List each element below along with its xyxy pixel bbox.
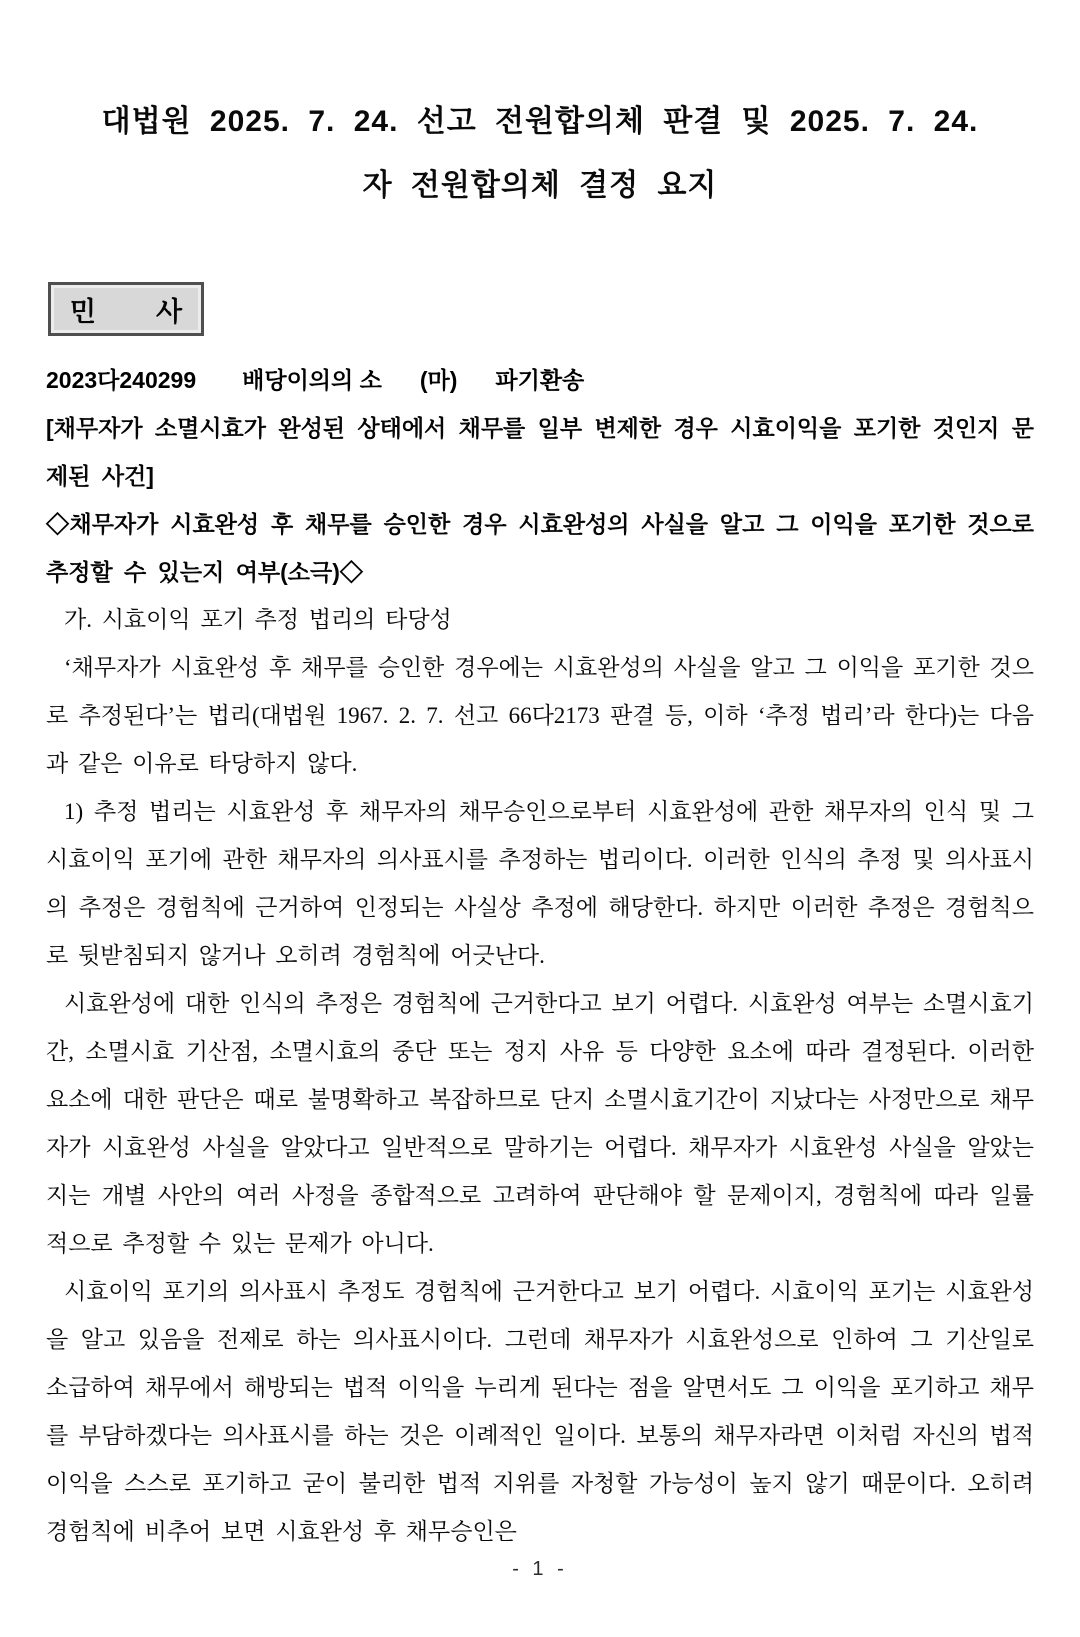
issue-statement: ◇채무자가 시효완성 후 채무를 승인한 경우 시효완성의 사실을 알고 그 이익을 포기한 것으로 추정할 수 있는지 여부(소극)◇ (46, 511, 1034, 585)
body-paragraph: 시효이익 포기의 의사표시 추정도 경험칙에 근거한다고 보기 어렵다. 시효이익 포기는 시효완성을 알고 있음을 전제로 하는 의사표시이다. 그런데 채무자가 시효완성으로 인하여 그 기산일로 소급하여 채무에서 해방되는 법적 이익을 누리게 된다는 점을 알면서도 그 이익을 포기하고 채무를 부담하겠다는 의사표시를 하는 것은 이례적인 일이다. 보통의 채무자라면 이처럼 자신의 법적 이익을 스스로 포기하고 굳이 불리한 법적 지위를 자청할 가능성이 높지 않기 때문이다. 오히려 경험칙에 비추어 보면 시효완성 후 채무승인은 (46, 1279, 1034, 1544)
case-number: 2023다240299 (46, 367, 197, 393)
page-number: - 1 - (512, 1558, 568, 1580)
case-panel: (마) (419, 367, 458, 393)
body-paragraph: 시효완성에 대한 인식의 추정은 경험칙에 근거한다고 보기 어렵다. 시효완성 여부는 소멸시효기간, 소멸시효 기산점, 소멸시효의 중단 또는 정지 사유 등 다양한 요소에 따라 결정된다. 이러한 요소에 대한 판단은 때로 불명확하고 복잡하므로 단지 소멸시효기간이 지났다는 사정만으로 채무자가 시효완성 사실을 알았다고 일반적으로 말하기는 어렵다. 채무자가 시효완성 사실을 알았는지는 개별 사안의 여러 사정을 종합적으로 고려하여 판단해야 할 문제이지, 경험칙에 따라 일률적으로 추정할 수 있는 문제가 아니다. (46, 991, 1034, 1256)
page-title-line1: 대법원 2025. 7. 24. 선고 전원합의체 판결 및 2025. 7. 24. (101, 105, 979, 138)
section-badge-civil (48, 282, 204, 336)
case-subject: [채무자가 소멸시효가 완성된 상태에서 채무를 일부 변제한 경우 시효이익을 포기한 것인지 문제된 사건] (46, 415, 1034, 489)
case-disposition: 파기환송 (495, 367, 585, 393)
decision-body (46, 596, 1034, 1556)
section-badge-label: 민 사 (69, 296, 183, 327)
body-paragraph-heading: 가. 시효이익 포기 추정 법리의 타당성 (64, 607, 452, 632)
page-title (46, 0, 1034, 218)
body-paragraph: ‘채무자가 시효완성 후 채무를 승인한 경우에는 시효완성의 사실을 알고 그 이익을 포기한 것으로 추정된다’는 법리(대법원 1967. 2. 7. 선고 66다2173 판결 등, 이하 ‘추정 법리’라 한다)는 다음과 같은 이유로 타당하지 않다. (46, 655, 1034, 776)
page-title-line2: 자 전원합의체 결정 요지 (362, 169, 718, 202)
body-paragraph: 1) 추정 법리는 시효완성 후 채무자의 채무승인으로부터 시효완성에 관한 채무자의 인식 및 그 시효이익 포기에 관한 채무자의 의사표시를 추정하는 법리이다. 이러한 인식의 추정 및 의사표시의 추정은 경험칙에 근거하여 인정되는 사실상 추정에 해당한다. 하지만 이러한 추정은 경험칙으로 뒷받침되지 않거나 오히려 경험칙에 어긋난다. (46, 799, 1034, 968)
case-header (46, 356, 1034, 404)
case-name: 배당이의의 소 (242, 367, 382, 393)
